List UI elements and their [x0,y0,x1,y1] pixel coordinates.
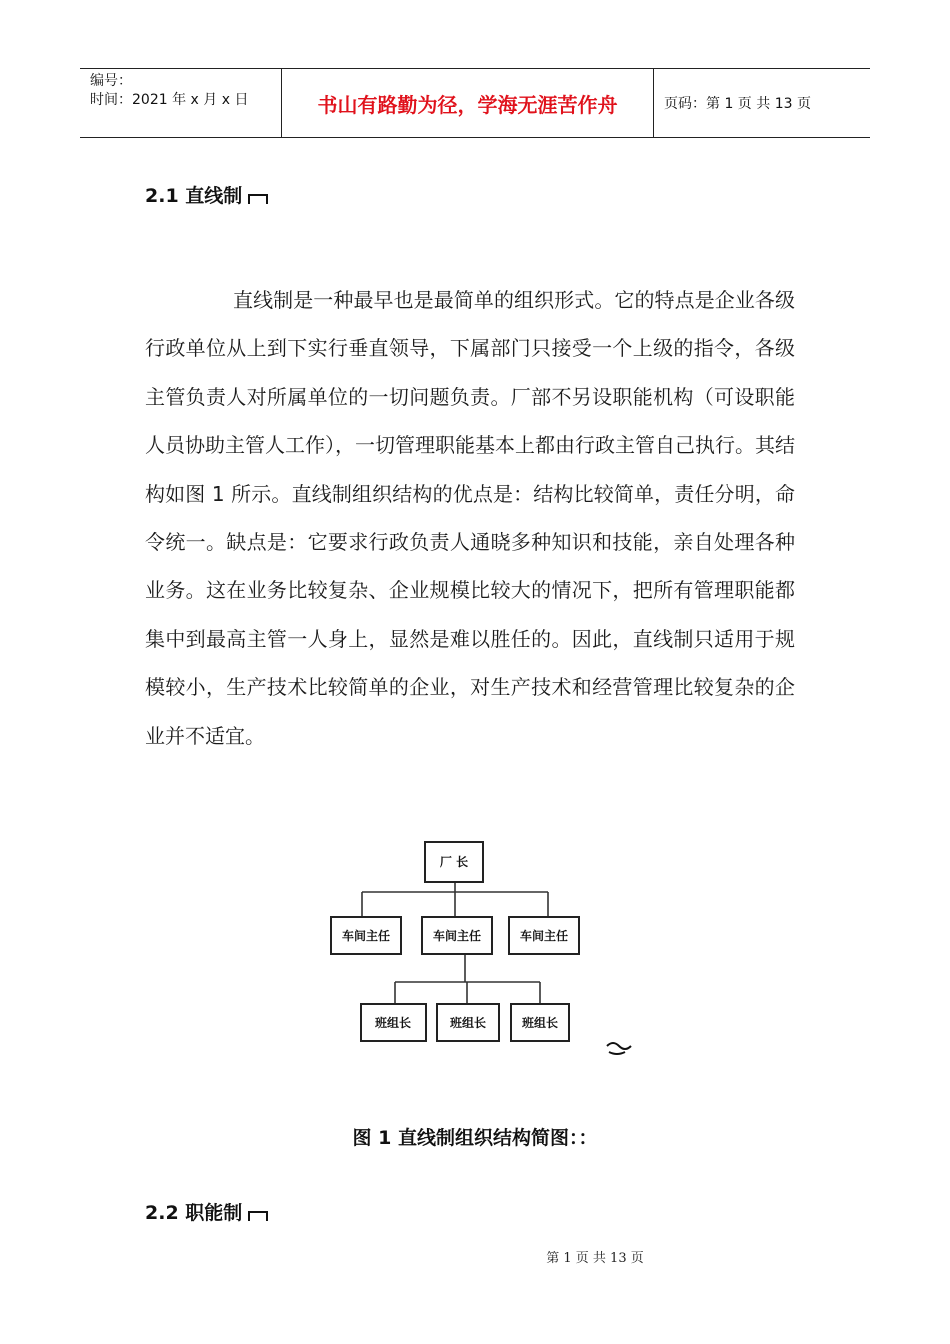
header-motto: 书山有路勤为径，学海无涯苦作舟 [282,69,654,137]
org-label-top: 厂 长 [439,855,469,869]
section-heading-text-2: 2.2 职能制 [145,1202,243,1224]
scan-smudge-icon [607,1043,631,1054]
org-label-mid-1: 车间主任 [341,929,391,943]
body-paragraph: 直线制是一种最早也是最简单的组织形式。它的特点是企业各级行政单位从上到下实行垂直领导，下属部门只接受一个上级的指令，各级主管负责人对所属单位的一切问题负责。厂部不另设职能机构（可设职能人员协助主管人工作），一切管理职能基本上都由行政主管自己执行。其结构如图 1 所示。直线制组织结构的优点是：结构比较简单，责任分明，命令统一。缺点是：它要求行政负责人通晓多种知识和技能，亲自处理各种业务。这在业务比较复杂、企业规模比较大的情况下，把所有管理职能都集中到最高主管一人身上，显然是难以胜任的。因此，直线制只适用于规模较小，生产技术比较简单的企业，对生产技术和经营管理比较复杂的企业并不适宜。 [145,288,795,748]
heading-mark-icon [248,1211,268,1221]
org-label-bottom-1: 班组长 [374,1016,412,1030]
page-header [80,68,870,138]
org-chart [315,832,640,1062]
section-heading-text: 2.1 直线制 [145,185,243,207]
section-heading-2-1 [145,181,268,208]
org-label-mid-2: 车间主任 [432,929,482,943]
org-label-mid-3: 车间主任 [519,929,569,943]
figure-caption: 图 1 直线制组织结构简图：： [352,1127,598,1149]
header-meta [80,69,282,137]
org-label-bottom-3: 班组长 [521,1016,559,1030]
header-number: 编号： [90,73,132,89]
org-chart-figure [315,832,640,1062]
page-footer: 第 1 页 共 13 页 [546,1251,644,1266]
section-heading-2-2 [145,1198,268,1225]
org-label-bottom-2: 班组长 [449,1016,487,1030]
header-page-info: 页码：第 1 页 共 13 页 [664,96,811,112]
heading-mark-icon [248,194,268,204]
header-time: 时间：2021 年 x 月 x 日 [90,92,249,108]
